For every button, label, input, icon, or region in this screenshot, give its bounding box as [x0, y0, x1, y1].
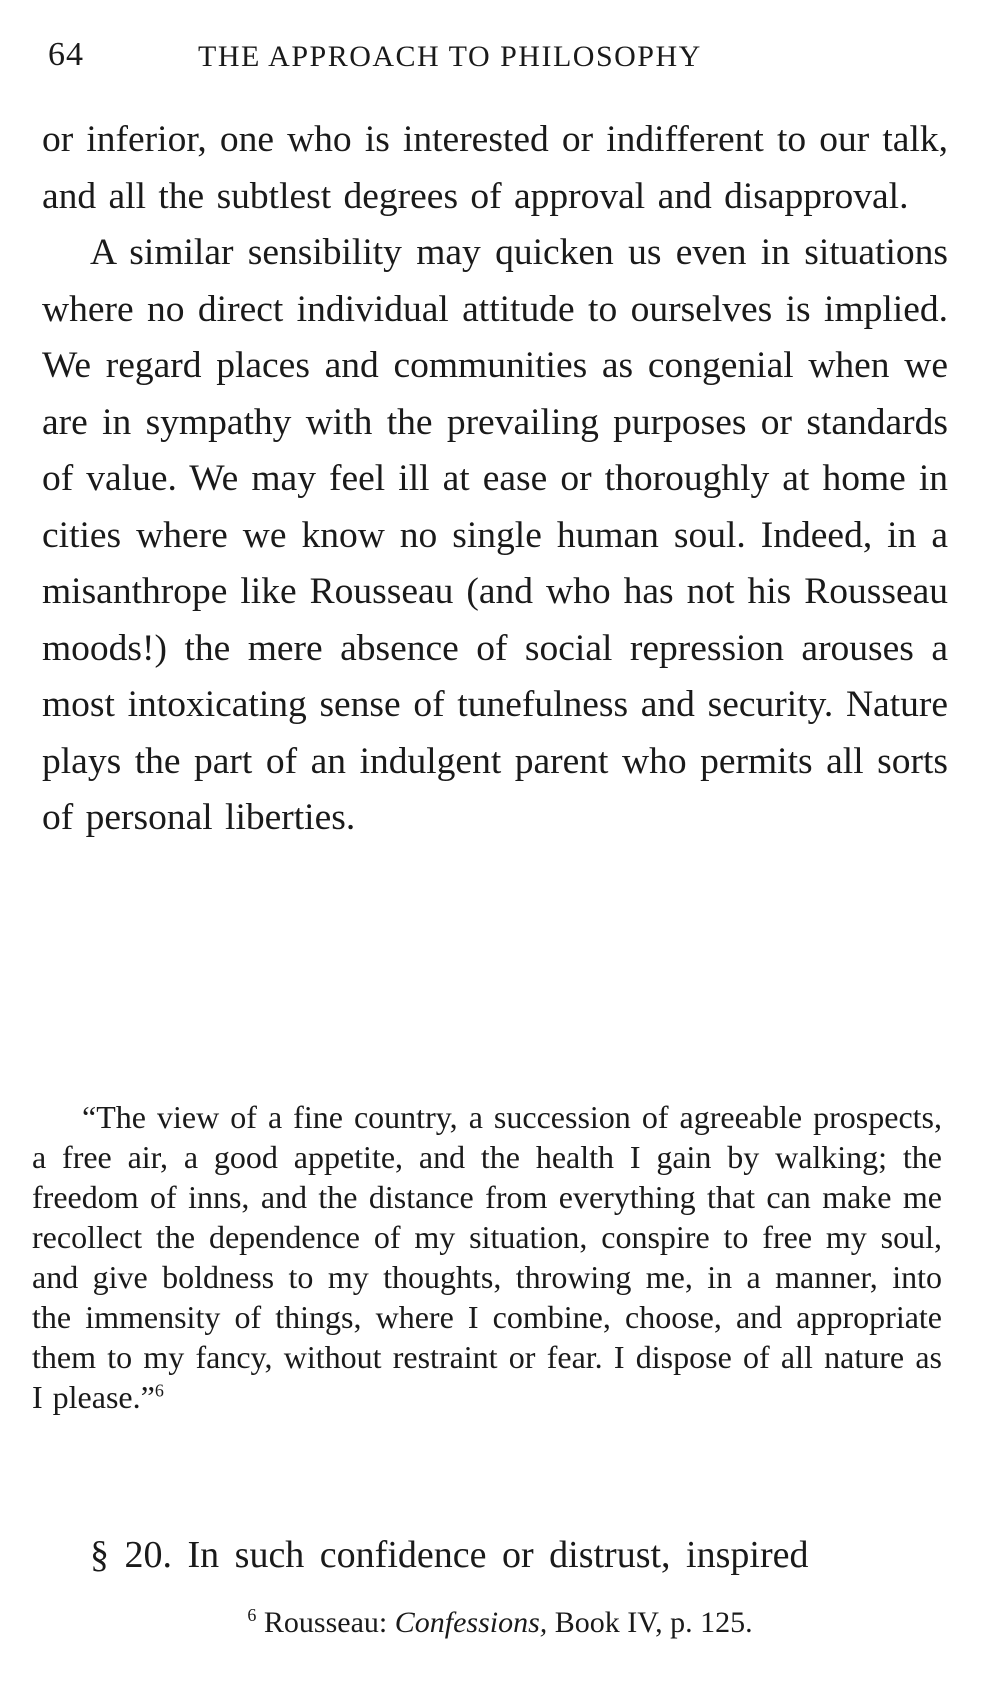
- footnote-marker: 6: [247, 1605, 257, 1625]
- running-head: THE APPROACH TO PHILOSOPHY: [198, 40, 702, 73]
- body-text: [42, 112, 948, 847]
- paragraph: A similar sensibility may quicken us even in situations where no direct individual attitude to ourselves is implied. We regard places and communities as congenial when we are in sympathy with the prevailing purposes or standards of value. We may feel ill at ease or thoroughly at home in cities where we know no single human soul. Indeed, in a misanthrope like Rousseau (and who has not his Rousseau moods!) the mere absence of social repression arouses a most intoxicating sense of tunefulness and security. Nature plays the part of an indulgent parent who permits all sorts of personal liberties.: [42, 232, 948, 838]
- section-paragraph: § 20. In such confidence or distrust, inspired: [90, 1534, 809, 1576]
- page-number: 64: [48, 36, 84, 73]
- quote-text: “The view of a fine country, a succession of agreeable prospects, a free air, a good appetite, and the health I gain by walking; the freedom of inns, and the distance from everything that can make me recollect the dependence of my situation, conspire to free my soul, and give boldness to my thoughts, throwing me, in a manner, into the immensity of things, where I combine, choose, and appropriate them to my fancy, without restraint or fear. I dispose of all nature as I please.”: [32, 1099, 942, 1415]
- paragraph-continuation: or inferior, one who is interested or indifferent to our talk, and all the subtlest degrees of approval and disapproval.: [42, 119, 948, 217]
- footnote-author: Rousseau:: [263, 1606, 388, 1639]
- quote-paragraph: [32, 1097, 942, 1417]
- footnote: [0, 1603, 1000, 1643]
- block-quote: [32, 1097, 942, 1417]
- footnote-reference: 6: [154, 1380, 164, 1401]
- footnote-title: Confessions,: [394, 1606, 548, 1639]
- footnote-location: Book IV, p. 125.: [554, 1606, 753, 1639]
- page-header: [48, 30, 808, 80]
